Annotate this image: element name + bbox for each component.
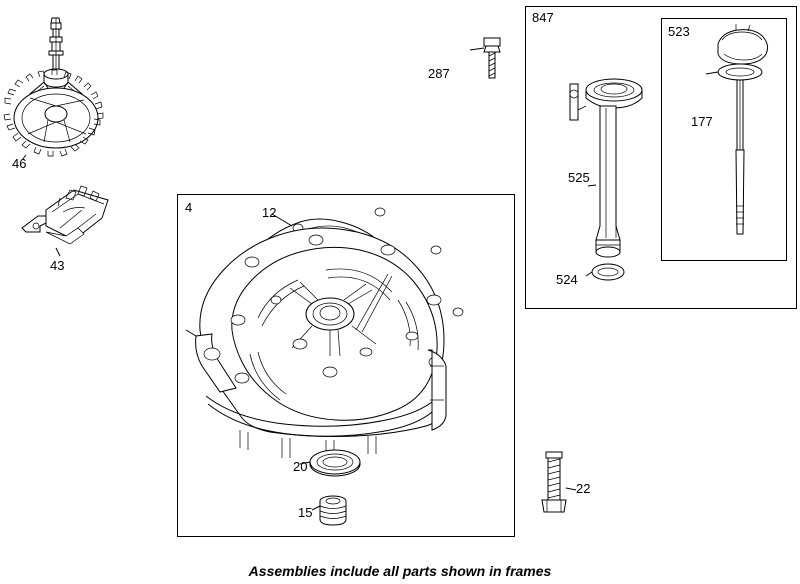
callout-177: 177 (691, 114, 713, 129)
callout-20: 20 (293, 459, 308, 474)
callout-287: 287 (428, 66, 450, 81)
diagram-caption: Assemblies include all parts shown in frames (248, 563, 552, 579)
callout-15: 15 (298, 505, 313, 520)
callout-524: 524 (556, 272, 578, 287)
frame-523-box (661, 18, 787, 261)
frame-4-box (177, 194, 515, 537)
part-screw-287 (470, 38, 500, 78)
part-bolt-22 (542, 452, 576, 512)
callout-12: 12 (262, 205, 277, 220)
callout-43: 43 (50, 258, 65, 273)
frame-label-523: 523 (668, 24, 690, 39)
frame-label-847: 847 (532, 10, 554, 25)
callout-22: 22 (576, 481, 591, 496)
part-control-bracket (22, 186, 108, 256)
callout-525: 525 (568, 170, 590, 185)
callout-46: 46 (12, 156, 27, 171)
part-governor-gear (4, 18, 103, 160)
frame-label-4: 4 (185, 200, 193, 215)
